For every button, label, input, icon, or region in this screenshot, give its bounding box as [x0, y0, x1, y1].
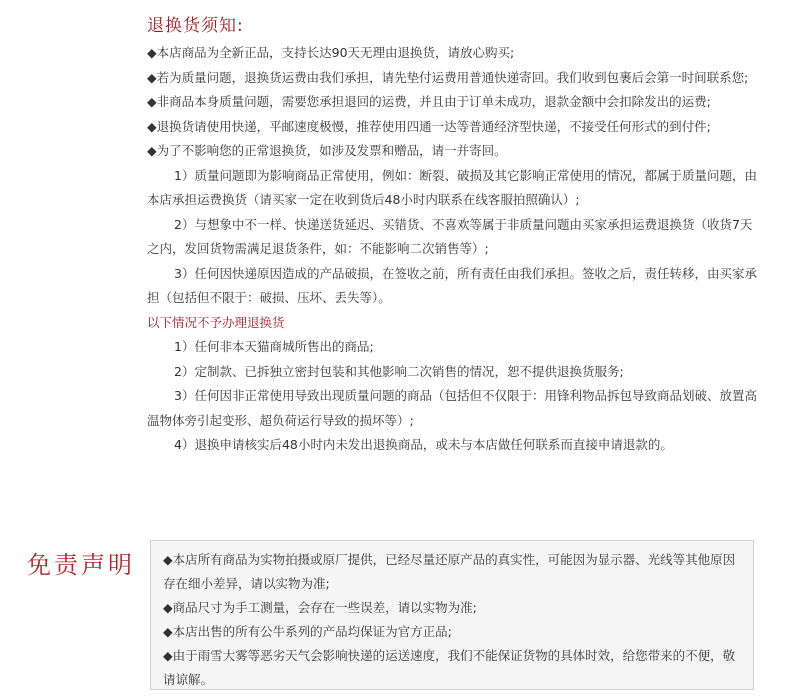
exclusion-item: 1）任何非本天猫商城所售出的商品;	[174, 339, 374, 354]
exclusion-item: 3）任何因非正常使用导致出现质量问题的商品（包括但不仅限于：用锋利物品拆包导致商品划破、放置高温物体旁引起变形、超负荷运行导致的损坏等）;	[147, 388, 757, 428]
returns-numbered-item: 1）质量问题即为影响商品正常使用，例如：断裂、破损及其它影响正常使用的情况，都属于质量问题，由本店承担运费换货（请买家一定在收到货后48小时内联系在线客服拍照确认）;	[147, 167, 757, 207]
disclaimer-item: ◆本店所有商品为实物拍摄或原厂提供，已经尽量还原产品的真实性，可能因为显示器、光线等其他原因存在细小差异，请以实物为准;	[163, 552, 736, 591]
disclaimer-box	[150, 540, 754, 690]
returns-bullet: ◆非商品本身质量问题，需要您承担退回的运费，并且由于订单未成功，退款金额中会扣除发出的运费;	[147, 94, 711, 109]
disclaimer-item: ◆由于雨雪大雾等恶劣天气会影响快递的运送速度，我们不能保证货物的具体时效，给您带来的不便，敬请谅解。	[163, 648, 736, 687]
returns-bullet: ◆退换货请使用快递，平邮速度极慢，推荐使用四通一达等普通经济型快递，不接受任何形式的到付件;	[147, 118, 711, 134]
returns-bullet: ◆为了不影响您的正常退换货，如涉及发票和赠品，请一并寄回。	[147, 143, 507, 158]
exclusion-item: 4）退换申请核实后48小时内未发出退换商品，或未与本店做任何联系而直接申请退款的。	[174, 437, 673, 452]
exclusion-item: 2）定制款、已拆独立密封包装和其他影响二次销售的情况，恕不提供退换货服务;	[174, 363, 624, 379]
returns-numbered-item: 2）与想象中不一样、快递送货延迟、买错货、不喜欢等属于非质量问题由买家承担运费退换货（收货7天之内，发回货物需满足退货条件，如：不能影响二次销售等）;	[147, 216, 753, 256]
returns-numbered-item: 3）任何因快递原因造成的产品破损，在签收之前，所有责任由我们承担。签收之后，责任转移，由买家承担（包括但不限于：破损、压坏、丢失等）。	[147, 265, 757, 305]
disclaimer-title: 免责声明	[27, 551, 135, 579]
returns-title: 退换货须知:	[147, 16, 244, 36]
exclusions-title: 以下情况不予办理退换货	[147, 314, 285, 330]
returns-bullet: ◆本店商品为全新正品，支持长达90天无理由退换货，请放心购买;	[147, 45, 515, 60]
disclaimer-item: ◆本店出售的所有公牛系列的产品均保证为官方正品;	[163, 624, 452, 639]
disclaimer-item: ◆商品尺寸为手工测量，会存在一些误差，请以实物为准;	[163, 600, 477, 615]
returns-notice	[147, 14, 759, 458]
returns-bullet: ◆若为质量问题，退换货运费由我们承担，请先垫付运费用普通快递寄回。我们收到包裹后会第一时间联系您;	[147, 69, 749, 85]
